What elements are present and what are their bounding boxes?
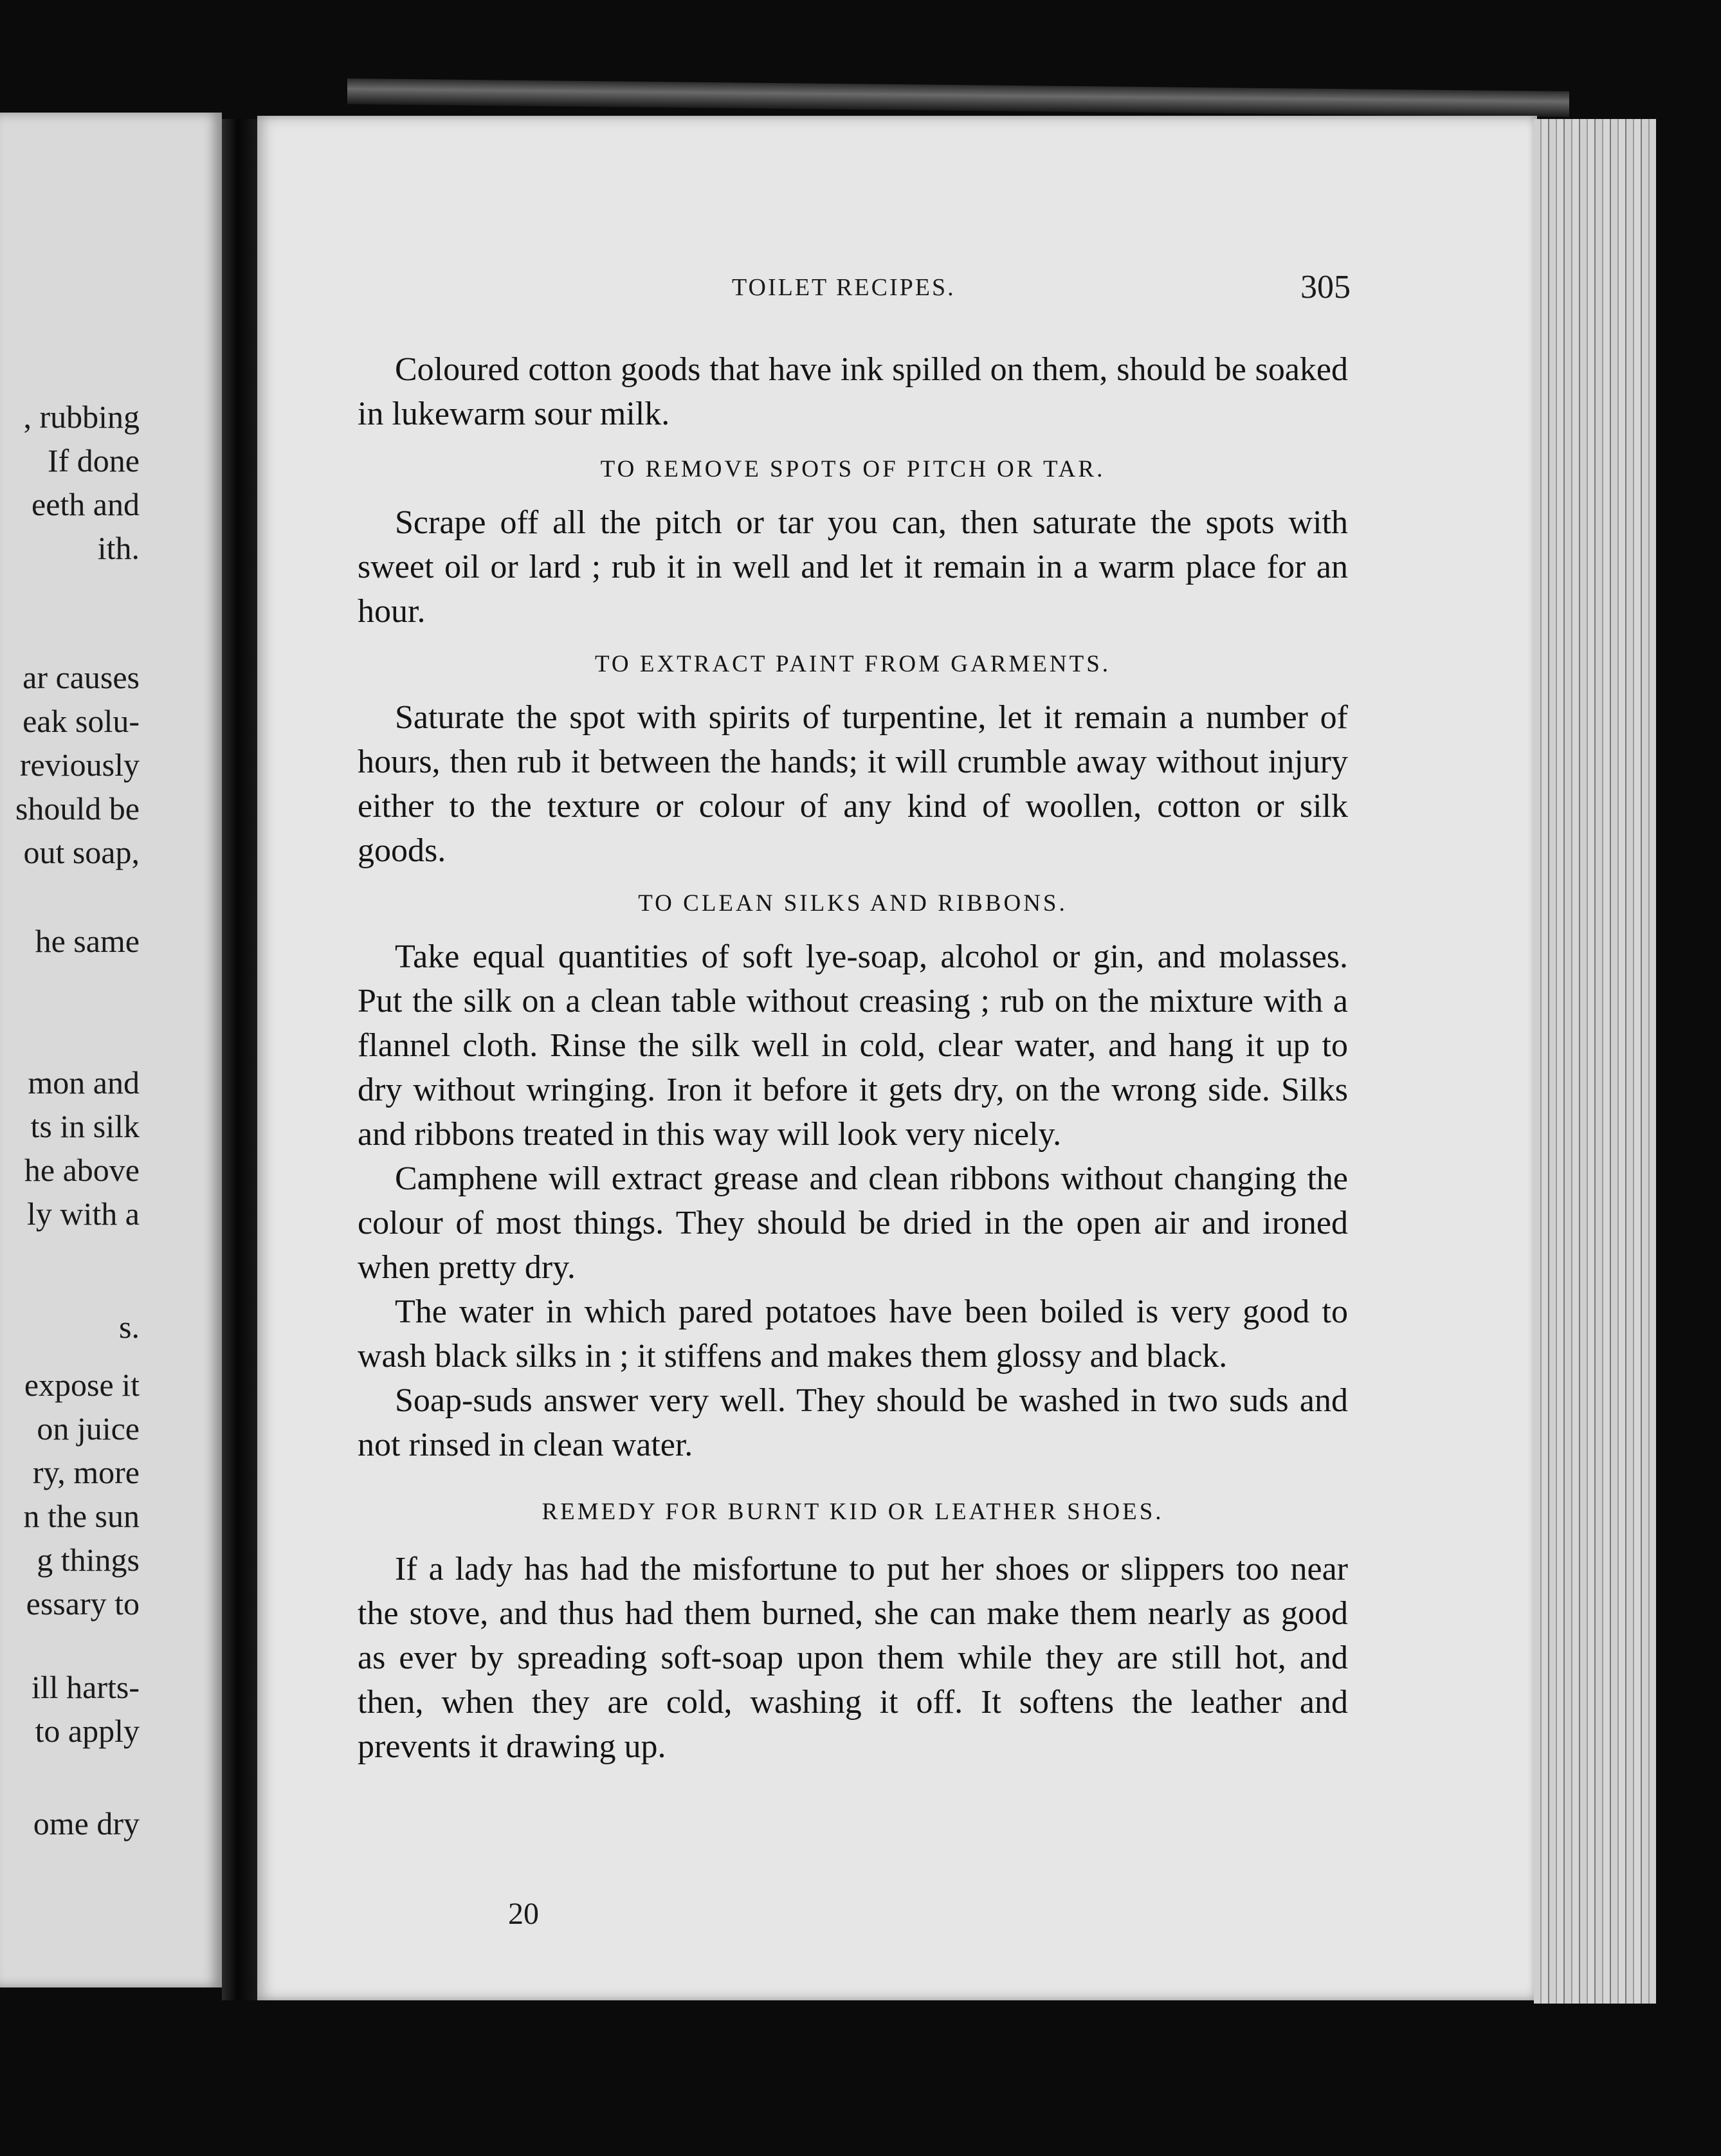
left-line: ith.	[97, 530, 140, 566]
left-facing-page	[0, 113, 222, 1987]
left-line: eeth and	[32, 486, 140, 522]
paragraph: The water in which pared potatoes have been boiled is very good to wash black silks in ; it stiffens and makes them glossy and black.	[358, 1293, 1348, 1375]
paragraph: Soap-suds answer very well. They should be washed in two suds and not rinsed in clean water.	[358, 1382, 1348, 1463]
left-line: n the sun	[23, 1498, 140, 1534]
left-line: g things	[37, 1542, 140, 1578]
book-gutter	[222, 119, 260, 2000]
left-line: s.	[119, 1309, 140, 1345]
left-line: on juice	[37, 1411, 140, 1447]
page-body	[358, 347, 1348, 1769]
left-line: to apply	[35, 1713, 140, 1749]
page-number: 305	[1300, 269, 1351, 306]
paragraph: Camphene will extract grease and clean ribbons without changing the colour of most things. They should be dried in the open air and ironed when pretty dry.	[358, 1160, 1348, 1286]
left-line: ly with a	[27, 1196, 140, 1232]
page-edge-stack	[1534, 119, 1656, 2004]
intro-paragraph: Coloured cotton goods that have ink spilled on them, should be soaked in lukewarm sour milk.	[358, 351, 1348, 432]
section-heading: TO CLEAN SILKS AND RIBBONS.	[638, 890, 1068, 917]
left-line: ry, more	[32, 1454, 140, 1490]
paragraph: If a lady has had the misfortune to put her shoes or slippers too near the stove, and thus had them burned, she can make them nearly as good as ever by spreading soft-soap upon them while they are still hot, and then, when they are cold, washing it off. It softens the leather and prevents it drawing up.	[358, 1551, 1348, 1765]
left-line: , rubbing	[23, 399, 140, 435]
left-line: reviously	[19, 747, 140, 783]
section-pitch-tar	[358, 450, 1348, 634]
section-silks-ribbons	[358, 884, 1348, 1467]
section-heading: TO REMOVE SPOTS OF PITCH OR TAR.	[600, 456, 1106, 482]
signature-mark: 20	[508, 1897, 539, 1931]
left-line: expose it	[24, 1367, 140, 1403]
left-line: ar causes	[23, 659, 140, 695]
left-line: out soap,	[23, 834, 140, 870]
left-line: If done	[48, 443, 140, 479]
left-line: essary to	[26, 1585, 140, 1622]
paragraph: Take equal quantities of soft lye-soap, alcohol or gin, and molasses. Put the silk on a clean table without creasing ; rub on the mixture with a flannel cloth. Rinse the silk well in cold, clear water, and hang it up to dry without wringing. Iron it before it gets dry, on the wrong side. Silks and ribbons treated in this way will look very nicely.	[358, 938, 1348, 1153]
left-line: ill harts-	[31, 1669, 140, 1705]
left-line: ome dry	[33, 1805, 140, 1841]
book-top-edge	[347, 78, 1569, 117]
section-paint-garments	[358, 645, 1348, 873]
section-heading: TO EXTRACT PAINT FROM GARMENTS.	[594, 651, 1111, 677]
left-line: eak solu-	[23, 703, 140, 739]
section-burnt-shoes	[358, 1493, 1348, 1769]
paragraph: Scrape off all the pitch or tar you can, then saturate the spots with sweet oil or lard ; rub it in well and let it remain in a warm place for an hour.	[358, 504, 1348, 630]
left-page-text-fragments	[0, 113, 222, 1987]
left-line: should be	[15, 790, 140, 827]
running-head-title: TOILET RECIPES.	[732, 274, 956, 301]
left-line: he same	[35, 923, 140, 959]
left-line: mon and	[28, 1064, 140, 1101]
section-heading: REMEDY FOR BURNT KID OR LEATHER SHOES.	[542, 1499, 1164, 1525]
paragraph: Saturate the spot with spirits of turpentine, let it remain a number of hours, then rub it between the hands; it will crumble away without injury either to the texture or colour of any kind of woollen, cotton or silk goods.	[358, 699, 1348, 869]
left-line: ts in silk	[30, 1108, 140, 1144]
left-line: he above	[24, 1152, 140, 1188]
